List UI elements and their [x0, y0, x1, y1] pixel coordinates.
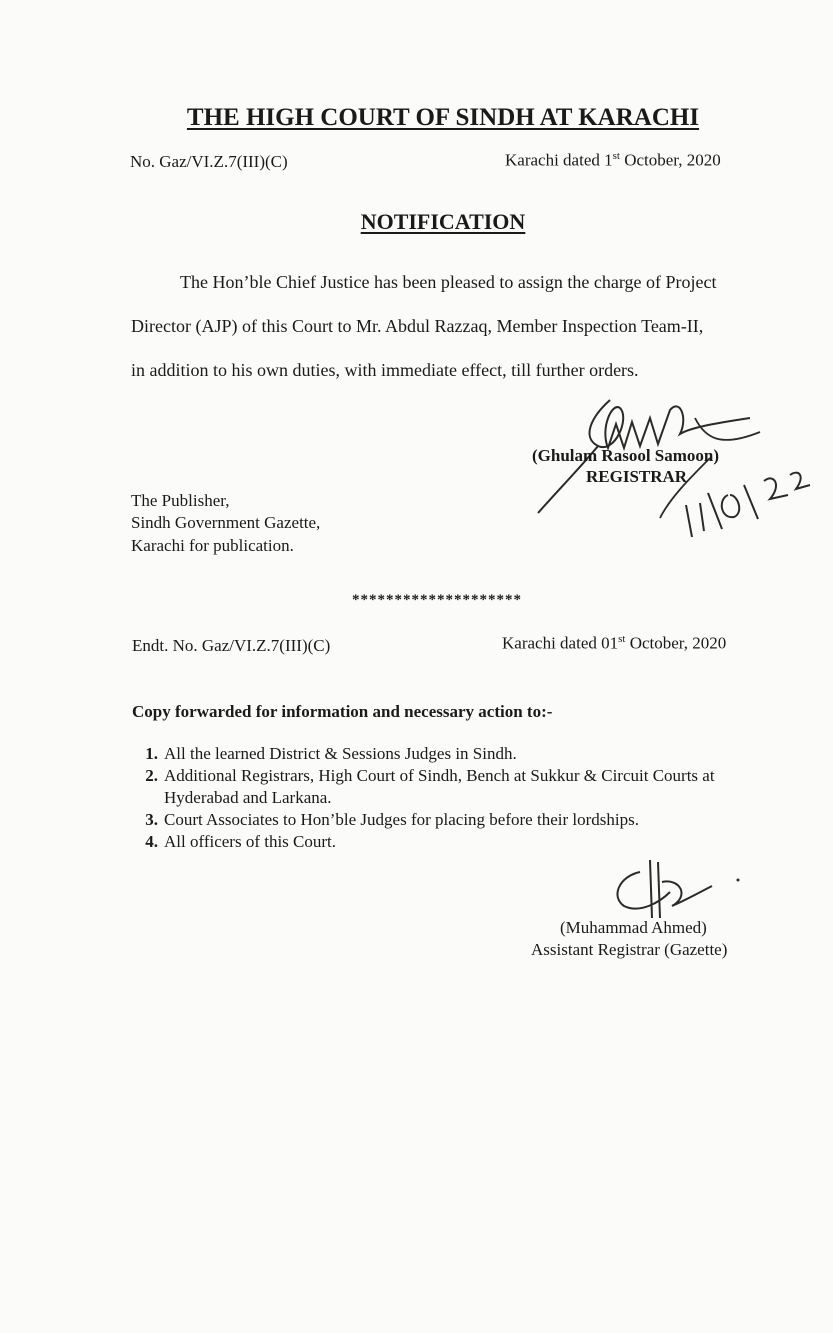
document-title: THE HIGH COURT OF SINDH AT KARACHI — [186, 104, 700, 131]
date-sup: st — [612, 150, 620, 162]
endt-date-prefix: Karachi dated 01 — [502, 633, 619, 653]
recipient-list — [132, 743, 772, 853]
endt-date-sup: st — [618, 633, 626, 645]
separator-stars: ******************** — [352, 592, 522, 608]
handwritten-date-icon — [678, 455, 818, 545]
assistant-title: Assistant Registrar (Gazette) — [531, 940, 728, 959]
publisher-line-3: Karachi for publication. — [131, 536, 294, 555]
list-item: 2. Additional Registrars, High Court of Sindh, Bench at Sukkur & Circuit Courts at Hyderabad and Larkana. — [145, 766, 715, 807]
registrar-name: (Ghulam Rasool Samoon) — [532, 446, 720, 465]
list-item: 3. Court Associates to Hon’ble Judges for placing before their lordships. — [145, 810, 639, 829]
notification-line-1: The Hon’ble Chief Justice has been pleased to assign the charge of Project — [180, 272, 717, 292]
endt-date-suffix: October, 2020 — [625, 633, 727, 653]
list-item: 4. All officers of this Court. — [145, 832, 337, 851]
notification-line-2: Director (AJP) of this Court to Mr. Abdul Razzaq, Member Inspection Team-II, — [131, 316, 704, 336]
list-item: 1. All the learned District & Sessions Judges in Sindh. — [145, 744, 517, 763]
registrar-title: REGISTRAR — [586, 467, 688, 486]
endorsement-date — [502, 633, 726, 654]
publisher-line-2: Sindh Government Gazette, — [131, 513, 321, 532]
notification-heading: NOTIFICATION — [360, 209, 526, 234]
issue-date — [505, 150, 721, 171]
endorsement-reference: Endt. No. Gaz/VI.Z.7(III)(C) — [132, 636, 331, 655]
date-suffix: October, 2020 — [619, 150, 721, 170]
reference-number: No. Gaz/VI.Z.7(III)(C) — [130, 152, 288, 171]
date-prefix: Karachi dated 1 — [505, 150, 613, 170]
copy-forwarded-heading: Copy forwarded for information and necessary action to:- — [132, 702, 553, 721]
publisher-line-1: The Publisher, — [131, 491, 230, 510]
notification-line-3: in addition to his own duties, with immediate effect, till further orders. — [131, 360, 639, 380]
assistant-name: (Muhammad Ahmed) — [560, 918, 707, 937]
